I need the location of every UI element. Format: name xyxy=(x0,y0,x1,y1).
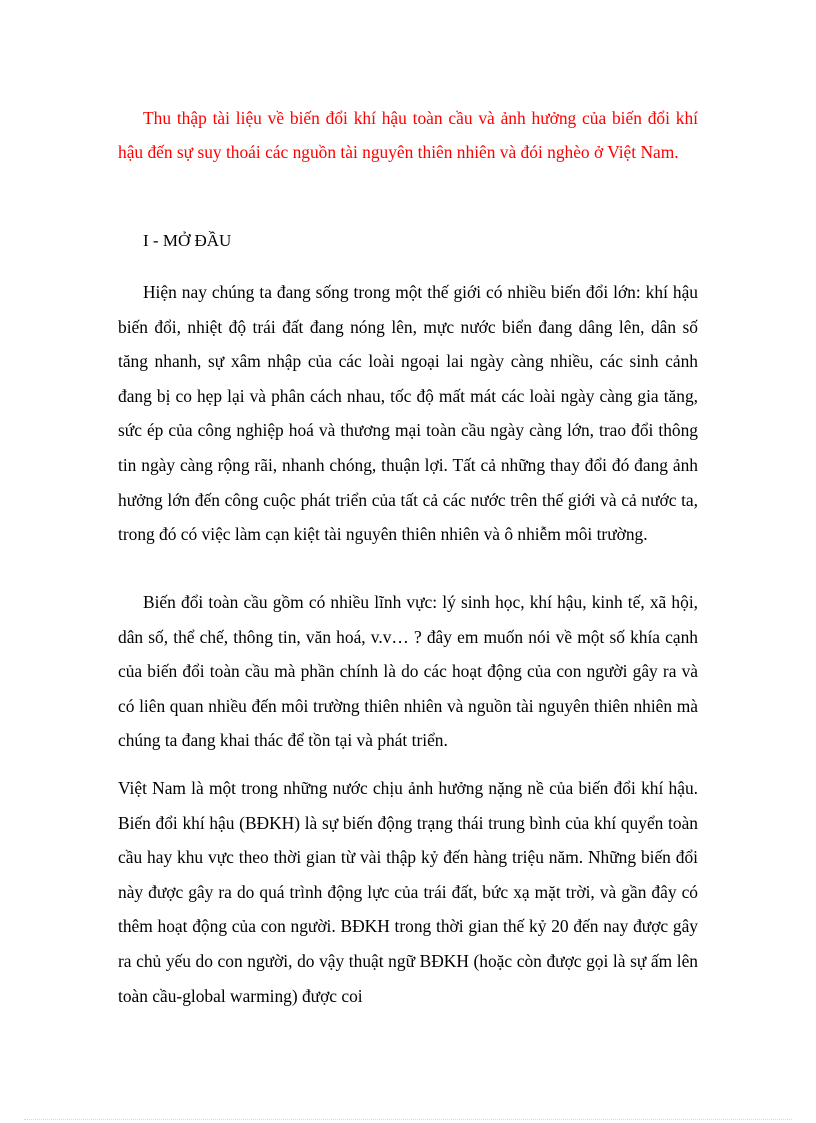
paragraph-intro: Hiện nay chúng ta đang sống trong một thế giới có nhiều biến đổi lớn: khí hậu biến đổi, nhiệt độ trái đất đang nóng lên, mực nước biển đang dâng lên, dân số tăng nhanh, sự xâm nhập của các loài ngoại lai ngày càng nhiều, các sinh cảnh đang bị co hẹp lại và phân cách nhau, tốc độ mất mát các loài ngày càng gia tăng, sức ép của công nghiệp hoá và thương mại toàn cầu ngày càng lớn, trao đổi thông tin ngày càng rộng rãi, nhanh chóng, thuận lợi. Tất cả những thay đổi đó đang ảnh hưởng lớn đến công cuộc phát triển của tất cả các nước trên thế giới và cả nước ta, trong đó có việc làm cạn kiệt tài nguyên thiên nhiên và ô nhiễm môi trường. xyxy=(118,282,698,545)
paragraph-vietnam-climate: Việt Nam là một trong những nước chịu ảnh hưởng nặng nề của biến đổi khí hậu. Biến đổi khí hậu (BĐKH) là sự biến động trạng thái trung bình của khí quyển toàn cầu hay khu vực theo thời gian từ vài thập kỷ đến hàng triệu năm. Những biến đổi này được gây ra do quá trình động lực của trái đất, bức xạ mặt trời, và gần đây có thêm hoạt động của con người. BĐKH trong thời gian thế kỷ 20 đến nay được gây ra chủ yếu do con người, do vậy thuật ngữ BĐKH (hoặc còn được gọi là sự ấm lên toàn cầu-global warming) được coi xyxy=(118,778,698,1006)
section-heading: I - MỞ ĐẦU xyxy=(143,231,232,250)
document-title: Thu thập tài liệu về biến đổi khí hậu toàn cầu và ảnh hưởng của biến đổi khí hậu đến sự suy thoái các nguồn tài nguyên thiên nhiên và đói nghèo ở Việt Nam. xyxy=(118,108,698,162)
paragraph-global-change: Biến đổi toàn cầu gồm có nhiều lĩnh vực: lý sinh học, khí hậu, kinh tế, xã hội, dân số, thể chế, thông tin, văn hoá, v.v… ? đây em muốn nói về một số khía cạnh của biến đổi toàn cầu mà phần chính là do các hoạt động của con người gây ra và có liên quan nhiều đến môi trường thiên nhiên và nguồn tài nguyên thiên nhiên mà chúng ta đang khai thác để tồn tại và phát triển. xyxy=(118,592,698,751)
page-bottom-divider xyxy=(24,1119,792,1120)
